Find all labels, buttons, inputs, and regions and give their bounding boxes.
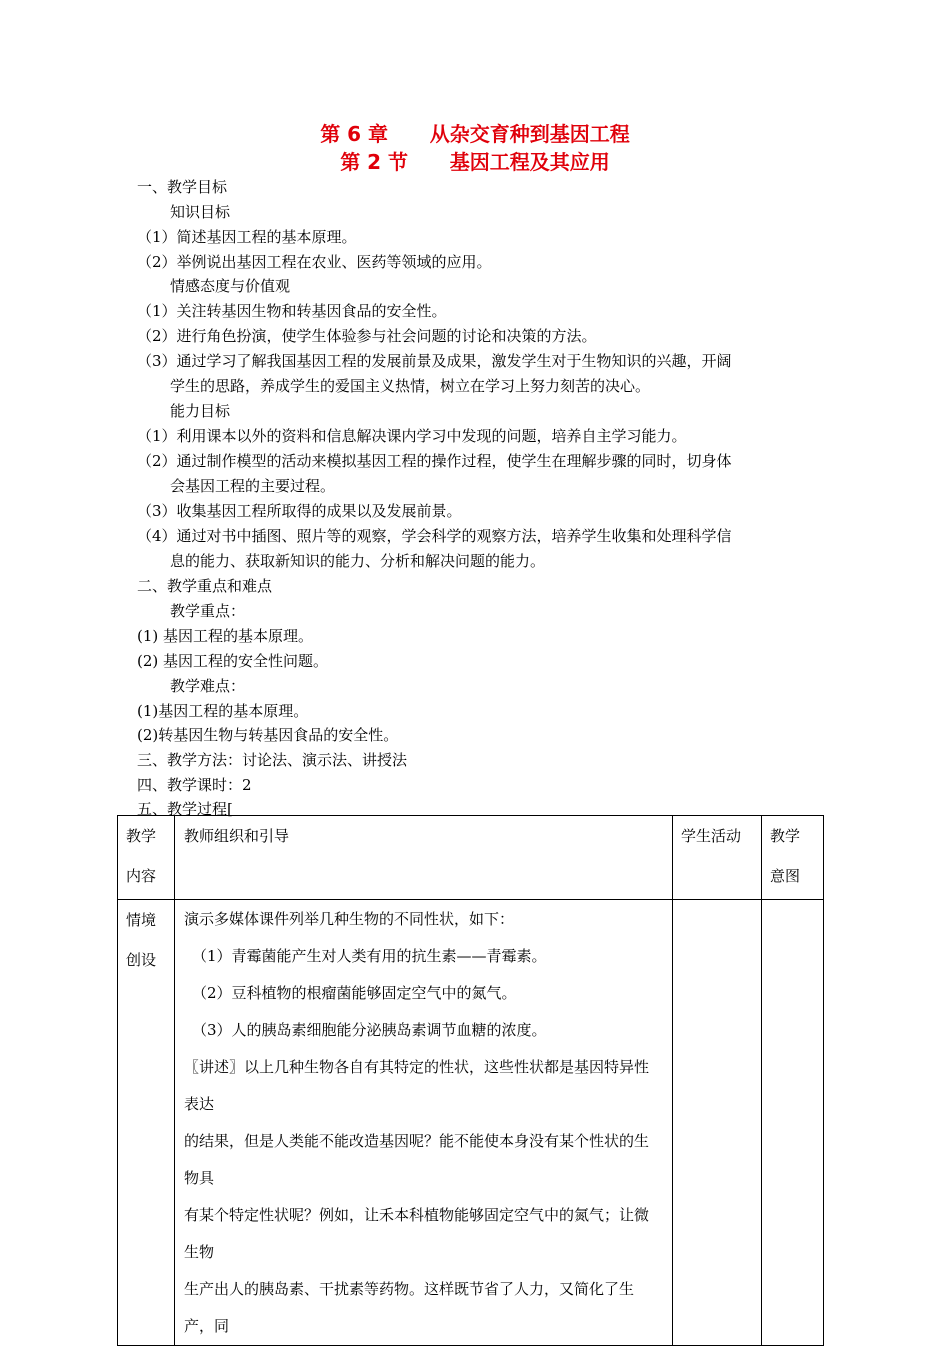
row-teacher-line: 生产出人的胰岛素、干扰素等药物。这样既节省了人力，又简化了生产，同 (184, 1280, 635, 1335)
header-content-line2: 内容 (126, 867, 157, 885)
process-table (117, 815, 824, 1346)
hours-line: 四、教学课时：2 (137, 776, 252, 794)
knowledge-item: （1）简述基因工程的基本原理。 (137, 228, 357, 246)
table-row (118, 900, 824, 1346)
header-student-label: 学生活动 (681, 827, 742, 845)
row-content-cell (118, 900, 175, 1346)
emotion-item: （2）进行角色扮演，使学生体验参与社会问题的讨论和决策的方法。 (137, 327, 597, 345)
header-student-cell (673, 816, 762, 900)
header-content-line1: 教学 (126, 827, 157, 845)
row-student-cell (673, 900, 762, 1346)
difficulty-item: (2)转基因生物与转基因食品的安全性。 (137, 726, 399, 744)
emotion-heading: 情感态度与价值观 (170, 277, 291, 295)
row-teacher-line: 〖讲述〗以上几种生物各自有其特定的性状，这些性状都是基因特异性表达 (184, 1058, 650, 1113)
ability-item: （1）利用课本以外的资料和信息解决课内学习中发现的问题，培养自主学习能力。 (137, 427, 687, 445)
ability-item: （2）通过制作模型的活动来模拟基因工程的操作过程，使学生在理解步骤的同时，切身体 (137, 452, 732, 470)
methods-line: 三、教学方法：讨论法、演示法、讲授法 (137, 751, 408, 769)
focus-item: (1) 基因工程的基本原理。 (137, 627, 314, 645)
header-content-cell (118, 816, 175, 900)
row-teacher-cell (175, 900, 673, 1346)
ability-item-continued: 息的能力、获取新知识的能力、分析和解决问题的能力。 (170, 552, 546, 570)
focus-heading: 教学重点： (170, 602, 246, 620)
keypoints-heading: 二、教学重点和难点 (137, 577, 273, 595)
row-teacher-line: 的结果，但是人类能不能改造基因呢？能不能使本身没有某个性状的生物具 (184, 1132, 650, 1187)
knowledge-heading: 知识目标 (170, 203, 231, 221)
knowledge-item: （2）举例说出基因工程在农业、医药等领域的应用。 (137, 253, 492, 271)
ability-item: （3）收集基因工程所取得的成果以及发展前景。 (137, 502, 462, 520)
row-teacher-line: 有某个特定性状呢？例如，让禾本科植物能够固定空气中的氮气；让微生物 (184, 1206, 650, 1261)
header-teacher-label: 教师组织和引导 (184, 827, 290, 845)
header-intent-line2: 意图 (770, 867, 801, 885)
table-header-row (118, 816, 824, 900)
difficulty-item: (1)基因工程的基本原理。 (137, 702, 309, 720)
ability-item: （4）通过对书中插图、照片等的观察，学会科学的观察方法，培养学生收集和处理科学信 (137, 527, 732, 545)
section-title: 第 2 节 基因工程及其应用 (340, 150, 610, 174)
objectives-heading: 一、教学目标 (137, 178, 228, 196)
row-teacher-line: （2）豆科植物的根瘤菌能够固定空气中的氮气。 (192, 984, 517, 1002)
chapter-title: 第 6 章 从杂交育种到基因工程 (320, 122, 630, 146)
row-content-line2: 创设 (126, 951, 157, 969)
ability-item-continued: 会基因工程的主要过程。 (170, 477, 336, 495)
emotion-item: （3）通过学习了解我国基因工程的发展前景及成果，激发学生对于生物知识的兴趣，开阔 (137, 352, 732, 370)
process-heading: 五、教学过程[ (137, 800, 233, 818)
row-teacher-line: （3）人的胰岛素细胞能分泌胰岛素调节血糖的浓度。 (192, 1021, 547, 1039)
difficulty-heading: 教学难点： (170, 677, 246, 695)
row-teacher-line: （1）青霉菌能产生对人类有用的抗生素——青霉素。 (192, 947, 547, 965)
row-intent-cell (762, 900, 824, 1346)
emotion-item-continued: 学生的思路，养成学生的爱国主义热情，树立在学习上努力刻苦的决心。 (170, 377, 651, 395)
header-intent-line1: 教学 (770, 827, 801, 845)
header-teacher-cell (175, 816, 673, 900)
emotion-item: （1）关注转基因生物和转基因食品的安全性。 (137, 302, 447, 320)
row-teacher-line: 演示多媒体课件列举几种生物的不同性状，如下： (184, 910, 515, 928)
row-content-line1: 情境 (126, 911, 157, 929)
ability-heading: 能力目标 (170, 402, 231, 420)
focus-item: (2) 基因工程的安全性问题。 (137, 652, 329, 670)
header-intent-cell (762, 816, 824, 900)
